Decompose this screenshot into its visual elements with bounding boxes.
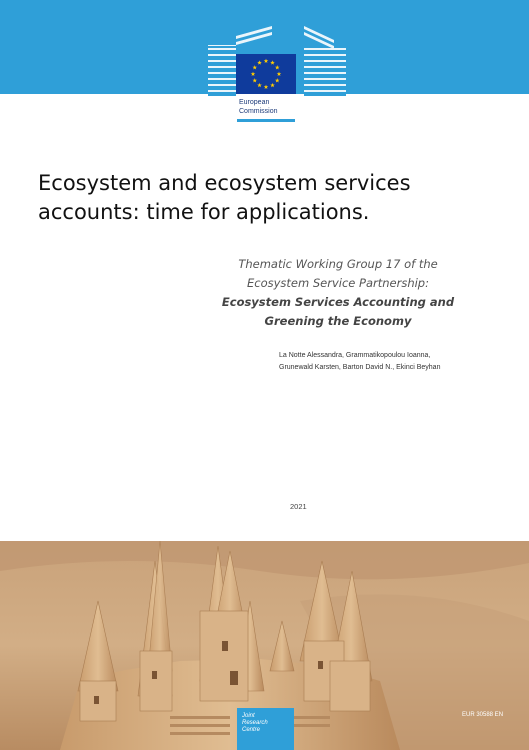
authors-line-1: La Notte Alessandra, Grammatikopoulou Ioanna, — [279, 352, 431, 359]
jrc-logo-box — [237, 708, 294, 750]
jrc-wordmark — [242, 713, 292, 734]
european-commission-wordmark — [239, 98, 299, 116]
authors-line-2: Grunewald Karsten, Barton David N., Ekinci Beyhan — [279, 364, 441, 371]
subtitle-line-1: Thematic Working Group 17 of the — [238, 257, 438, 271]
jrc-line-1: Joint — [242, 713, 255, 719]
logo-line-commission: Commission — [239, 108, 278, 115]
report-number: EUR 30588 EN — [462, 712, 504, 718]
author-list — [279, 350, 479, 374]
title-line-2: accounts: time for applications. — [38, 200, 370, 224]
wordmark-underline — [237, 119, 295, 122]
subtitle-line-3: Ecosystem Services Accounting and — [221, 295, 455, 309]
publication-year: 2021 — [290, 502, 307, 511]
report-title — [38, 169, 478, 227]
jrc-line-2: Research — [242, 720, 268, 726]
subtitle-line-2: Ecosystem Service Partnership: — [247, 276, 429, 290]
jrc-line-3: Centre — [242, 727, 261, 733]
title-line-1: Ecosystem and ecosystem services — [38, 171, 411, 195]
logo-line-european: European — [239, 99, 270, 106]
report-subtitle — [210, 255, 466, 331]
subtitle-line-4: Greening the Economy — [264, 314, 412, 328]
